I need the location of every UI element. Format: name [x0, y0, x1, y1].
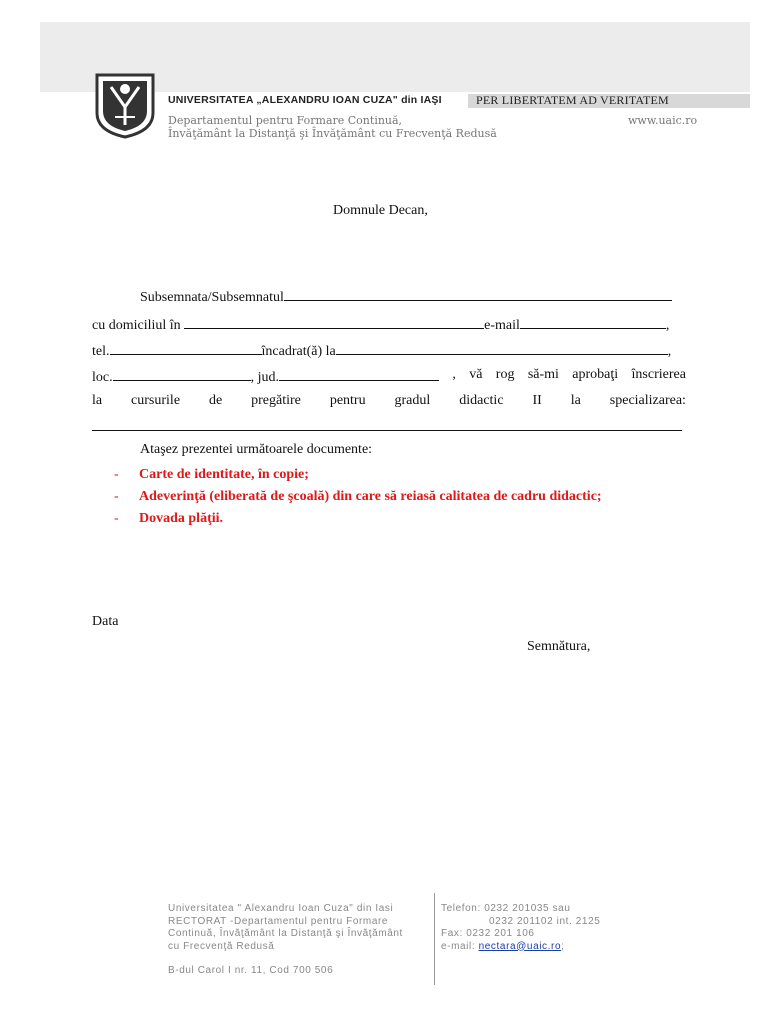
course-row: la cursurile de pregătire pentru gradul didactic II la specializarea: [92, 393, 686, 408]
university-motto: PER LIBERTATEM AD VERITATEM [476, 93, 669, 107]
date-label: Data [92, 614, 119, 629]
name-blank [284, 287, 672, 301]
email-link[interactable]: nectara@uaic.ro [478, 940, 562, 952]
location-row: loc. , jud. , vă rog să-mi aprobaţi înscrierea [92, 367, 686, 385]
signature-label: Semnătura, [527, 639, 591, 654]
footer-divider [434, 893, 435, 985]
list-item: - Adeverinţă (eliberată de şcoală) din care să reiasă calitatea de cadru didactic; [114, 489, 602, 504]
university-crest-icon [93, 73, 157, 139]
website: www.uaic.ro [628, 114, 698, 127]
locality-blank [113, 367, 251, 381]
university-name: UNIVERSITATEA „ALEXANDRU IOAN CUZA" din IAŞI [168, 94, 442, 106]
tel-blank [110, 341, 262, 355]
email-blank [520, 315, 666, 329]
footer-contact: Telefon: 0232 201035 sau 0232 201102 int. 2125 Fax: 0232 201 106 e-mail: nectara@uaic.ro; [441, 903, 601, 952]
employer-blank [336, 341, 668, 355]
salutation: Domnule Decan, [333, 203, 428, 218]
domicile-row: cu domiciliul în e-mail , [92, 315, 686, 333]
tel-row: tel. încadrat(ă) la , [92, 341, 686, 359]
county-blank [279, 367, 439, 381]
footer-address: B-dul Carol I nr. 11, Cod 700 506 [168, 965, 334, 976]
specialization-blank [92, 430, 682, 431]
department-name: Departamentul pentru Formare Continuă, Învăţământ la Distanţă şi Învăţământ cu Frecvenţă Redusă [168, 114, 497, 140]
documents-list [114, 467, 602, 533]
list-item: - Carte de identitate, în copie; [114, 467, 309, 482]
attachments-intro: Ataşez prezentei următoarele documente: [140, 442, 373, 457]
list-item: - Dovada plăţii. [114, 511, 224, 526]
undersigned-row: Subsemnata/Subsemnatul [140, 287, 686, 305]
footer-institution: Universitatea " Alexandru Ioan Cuza" din Iasi RECTORAT -Departamentul pentru Formare Continuă, Învăţământ la Distanţă şi Învăţământ cu Frecvenţă Redusă [168, 903, 403, 952]
domicile-blank [184, 315, 484, 329]
